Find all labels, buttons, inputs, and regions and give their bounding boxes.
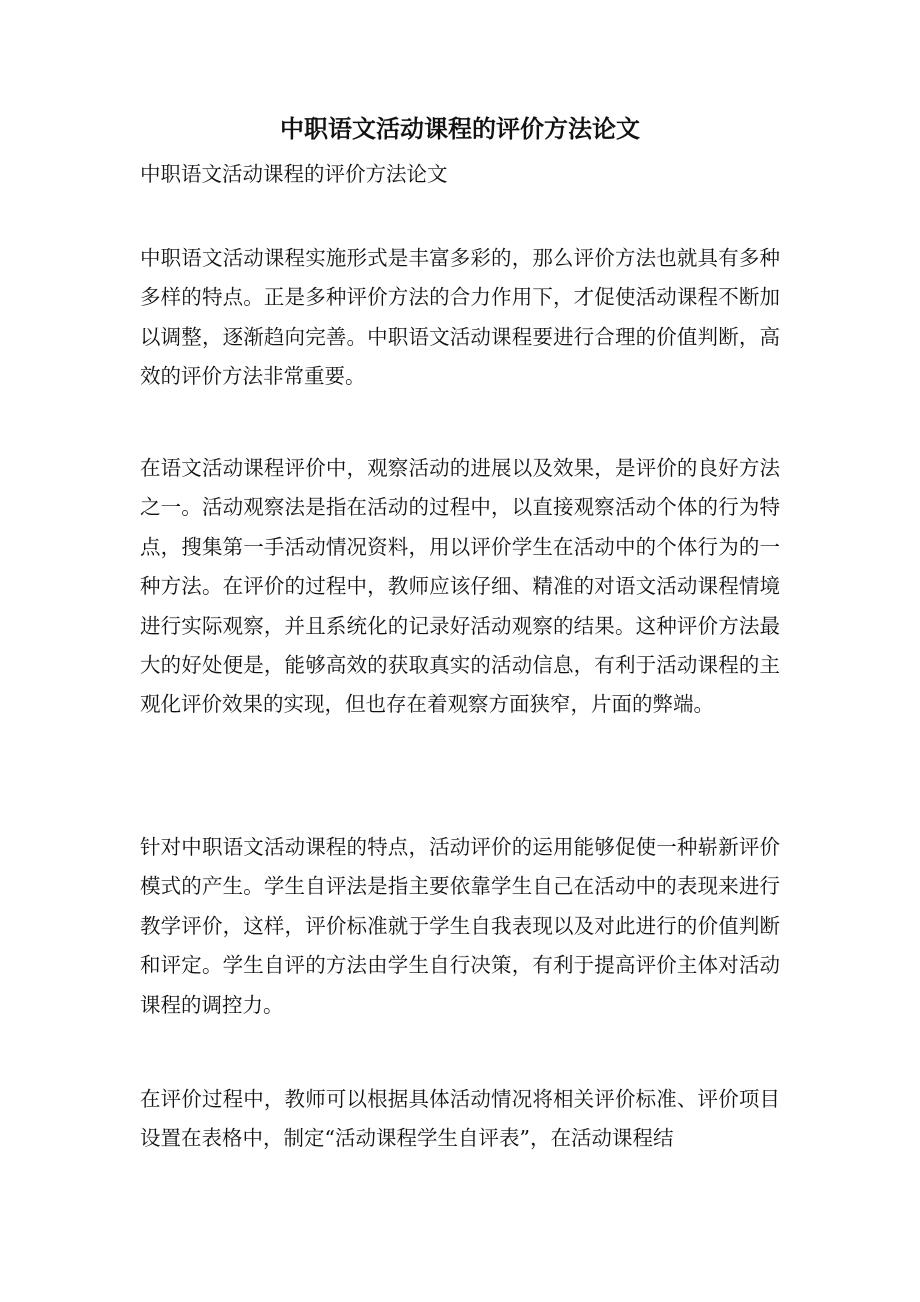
document-title: 中职语文活动课程的评价方法论文 [280,114,640,143]
paragraph-2: 在语文活动课程评价中，观察活动的进展以及效果，是评价的良好方法之一。活动观察法是指在活动的过程中，以直接观察活动个体的行为特点，搜集第一手活动情况资料，用以评价学生在活动中的个体行为的一种方法。在评价的过程中，教师应该仔细、精准的对语文活动课程情境进行实际观察，并且系统化的记录好活动观察的结果。这种评价方法最大的好处便是，能够高效的获取真实的活动信息，有利于活动课程的主观化评价效果的实现，但也存在着观察方面狭窄，片面的弊端。 [140,456,780,717]
paragraph-4: 在评价过程中，教师可以根据具体活动情况将相关评价标准、评价项目设置在表格中，制定“活动课程学生自评表”，在活动课程结 [140,1087,780,1151]
paragraph-1: 中职语文活动课程实施形式是丰富多彩的，那么评价方法也就具有多种多样的特点。正是多种评价方法的合力作用下，才促使活动课程不断加以调整，逐渐趋向完善。中职语文活动课程要进行合理的价值判断，高效的评价方法非常重要。 [140,246,780,389]
document-subtitle: 中职语文活动课程的评价方法论文 [140,162,448,186]
paragraph-3: 针对中职语文活动课程的特点，活动评价的运用能够促使一种崭新评价模式的产生。学生自评法是指主要依靠学生自己在活动中的表现来进行教学评价，这样，评价标准就于学生自我表现以及对此进行的价值判断和评定。学生自评的方法由学生自行决策，有利于提高评价主体对活动课程的调控力。 [140,835,780,1017]
